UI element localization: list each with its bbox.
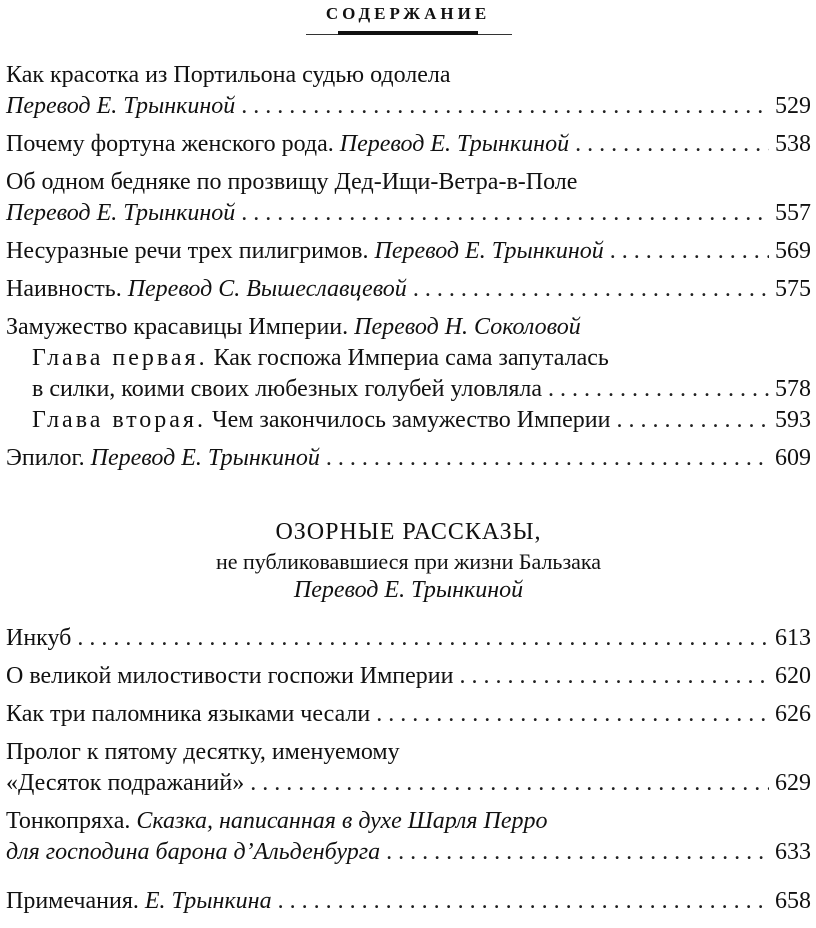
entry-translator: Перевод Е. Трынкиной bbox=[374, 238, 604, 264]
leader-dots bbox=[616, 405, 769, 436]
entry-title: Пролог к пятому десятку, именуемому bbox=[6, 739, 400, 765]
entry-title: Примечания. bbox=[6, 888, 139, 914]
page-number: 575 bbox=[775, 276, 811, 302]
entry-translator: Перевод Н. Соколовой bbox=[354, 314, 581, 340]
leader-dots bbox=[326, 443, 769, 474]
entry-title: Замужество красавицы Империи. bbox=[6, 314, 349, 340]
entry-title: Как красотка из Портильона судью одолела bbox=[6, 62, 451, 88]
toc-subentry-continuation bbox=[6, 374, 811, 405]
page-number: 569 bbox=[775, 238, 811, 264]
page-number: 538 bbox=[775, 131, 811, 157]
page-number: 620 bbox=[775, 663, 811, 689]
leader-dots bbox=[241, 91, 769, 122]
entry-title: Об одном бедняке по прозвищу Дед-Ищи-Ветра-в-Поле bbox=[6, 169, 578, 195]
page-number: 578 bbox=[775, 376, 811, 402]
toc-entry bbox=[6, 623, 811, 654]
page-number: 557 bbox=[775, 200, 811, 226]
table-of-contents bbox=[6, 60, 811, 917]
toc-entry bbox=[6, 806, 811, 837]
toc-entry bbox=[6, 886, 811, 917]
entry-title: Почему фортуна женского рода. bbox=[6, 131, 334, 157]
page-number: 629 bbox=[775, 770, 811, 796]
toc-entry bbox=[6, 443, 811, 474]
entry-title: Наивность. bbox=[6, 276, 122, 302]
entry-author: Е. Трынкина bbox=[144, 888, 272, 914]
page-header bbox=[0, 0, 816, 24]
entry-title: Как три паломника языками чесали bbox=[6, 701, 371, 727]
chapter-label: Глава вторая. bbox=[32, 407, 206, 433]
entry-subtitle-continued: для господина барона д’Альденбурга bbox=[6, 839, 381, 865]
entry-translator: Перевод Е. Трынкиной bbox=[90, 445, 320, 471]
page-number: 593 bbox=[775, 407, 811, 433]
leader-dots bbox=[386, 837, 769, 868]
leader-dots bbox=[548, 374, 769, 405]
entry-title: Тонкопряха. bbox=[6, 808, 131, 834]
toc-entry bbox=[6, 60, 811, 91]
entry-title-continued: в силки, коими своих любезных голубей уловляла bbox=[32, 376, 543, 402]
toc-entry-continuation bbox=[6, 198, 811, 229]
toc-entry bbox=[6, 737, 811, 768]
toc-entry bbox=[6, 236, 811, 267]
toc-entry-continuation bbox=[6, 837, 811, 868]
chapter-label: Глава первая. bbox=[32, 345, 208, 371]
page-number: 658 bbox=[775, 888, 811, 914]
entry-title: Как госпожа Империа сама запуталась bbox=[213, 345, 609, 371]
page-number: 633 bbox=[775, 839, 811, 865]
entry-translator: Перевод С. Вышеславцевой bbox=[127, 276, 407, 302]
leader-dots bbox=[413, 274, 769, 305]
leader-dots bbox=[77, 623, 769, 654]
contents-title: СОДЕРЖАНИЕ bbox=[325, 4, 491, 23]
leader-dots bbox=[250, 768, 769, 799]
entry-title: Эпилог. bbox=[6, 445, 85, 471]
entry-title: Несуразные речи трех пилигримов. bbox=[6, 238, 369, 264]
toc-entry-continuation bbox=[6, 768, 811, 799]
entry-title: О великой милостивости госпожи Империи bbox=[6, 663, 454, 689]
toc-entry bbox=[6, 661, 811, 692]
section-translator: Перевод Е. Трынкиной bbox=[293, 577, 524, 603]
toc-entry bbox=[6, 274, 811, 305]
toc-entry bbox=[6, 699, 811, 730]
entry-title: Инкуб bbox=[6, 625, 72, 651]
toc-subentry bbox=[6, 343, 811, 374]
leader-dots bbox=[460, 661, 770, 692]
entry-translator: Перевод Е. Трынкиной bbox=[339, 131, 570, 157]
toc-entry-continuation bbox=[6, 91, 811, 122]
entry-title: Чем закончилось замужество Империи bbox=[211, 407, 611, 433]
toc-entry bbox=[6, 312, 811, 343]
page-number: 626 bbox=[775, 701, 811, 727]
leader-dots bbox=[241, 198, 769, 229]
page-number: 609 bbox=[775, 445, 811, 471]
toc-subentry bbox=[6, 405, 811, 436]
leader-dots bbox=[610, 236, 769, 267]
toc-entry bbox=[6, 129, 811, 160]
entry-title-continued: «Десяток подражаний» bbox=[6, 770, 245, 796]
toc-entry bbox=[6, 167, 811, 198]
section-title: ОЗОРНЫЕ РАССКАЗЫ, bbox=[275, 519, 542, 545]
page-number: 529 bbox=[775, 93, 811, 119]
entry-subtitle: Сказка, написанная в духе Шарля Перро bbox=[136, 808, 548, 834]
entry-translator: Перевод Е. Трынкиной bbox=[6, 200, 236, 226]
entry-translator: Перевод Е. Трынкиной bbox=[6, 93, 236, 119]
section-subtitle: не публиковавшиеся при жизни Бальзака bbox=[215, 549, 602, 574]
header-rule-accent bbox=[338, 31, 478, 35]
leader-dots bbox=[278, 886, 769, 917]
page-number: 613 bbox=[775, 625, 811, 651]
section-heading bbox=[6, 518, 811, 605]
leader-dots bbox=[376, 699, 769, 730]
leader-dots bbox=[575, 129, 769, 160]
